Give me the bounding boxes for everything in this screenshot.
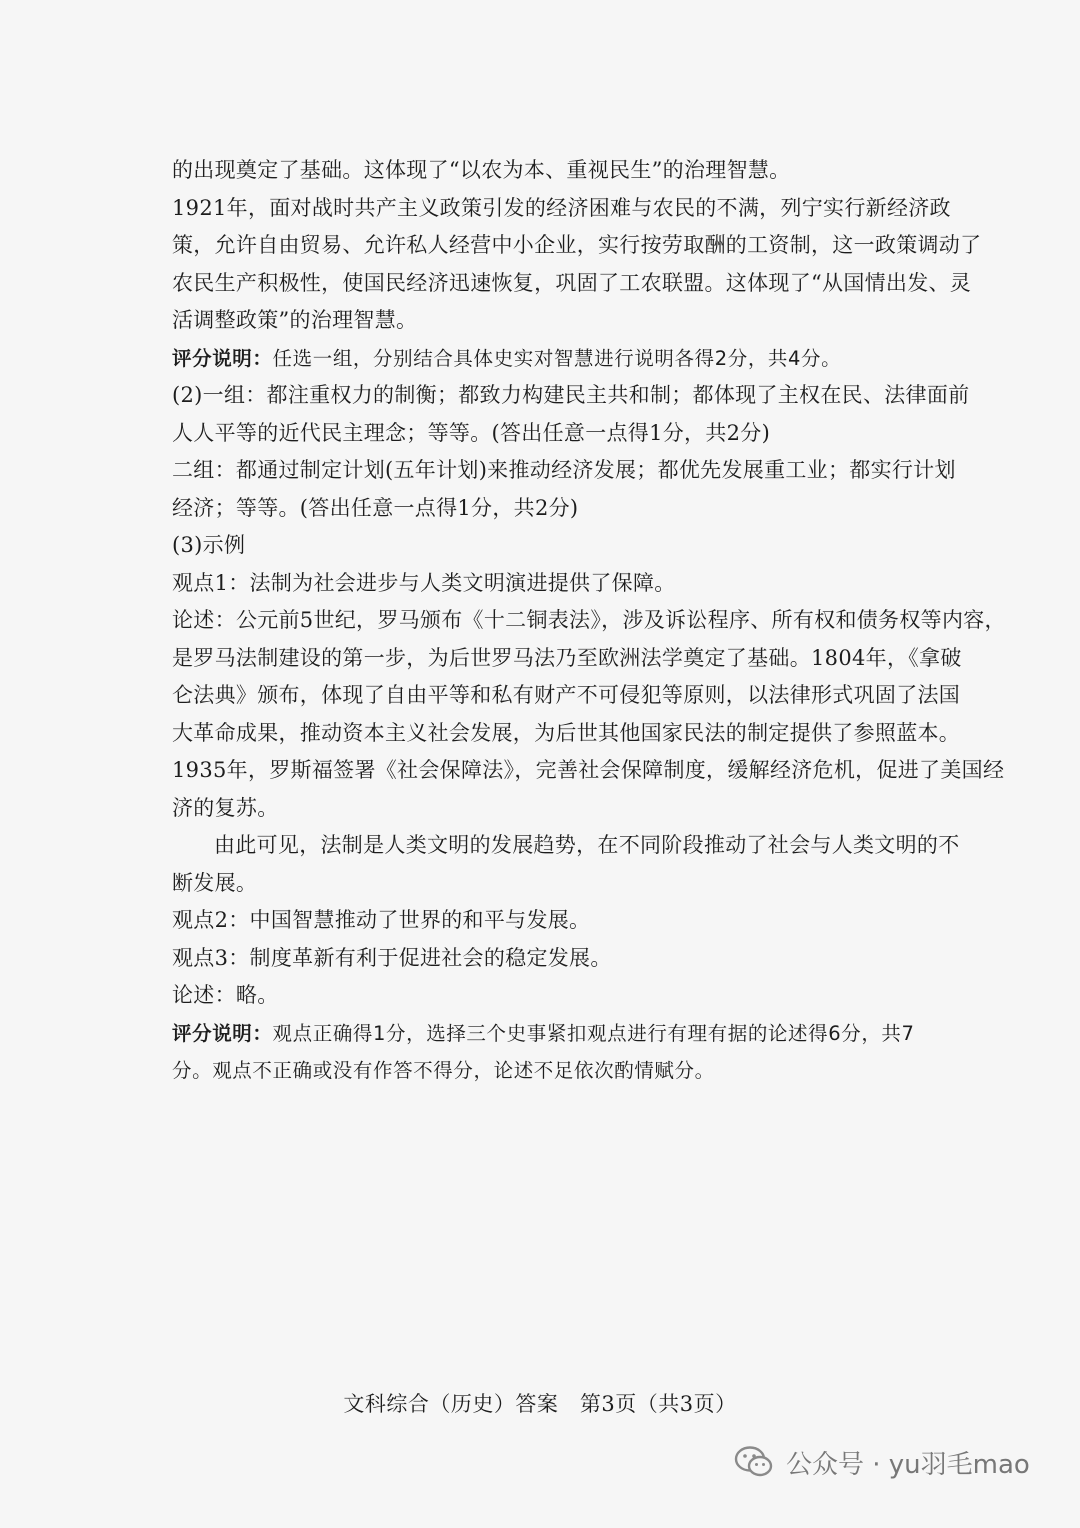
watermark bbox=[734, 1440, 1030, 1484]
answer-content bbox=[172, 152, 1006, 1090]
text-line: 断发展。 bbox=[172, 870, 258, 895]
text-line: 由此可见，法制是人类文明的发展趋势，在不同阶段推动了社会与人类文明的不 bbox=[214, 833, 960, 857]
text-line: 1935年，罗斯福签署《社会保障法》，完善社会保障制度，缓解经济危机，促进了美国经 bbox=[172, 758, 1005, 782]
text-line: 观点3：制度革新有利于促进社会的稳定发展。 bbox=[172, 945, 612, 970]
text-line: 1921年，面对战时共产主义政策引发的经济困难与农民的不满，列宁实行新经济政 bbox=[172, 195, 951, 220]
scoring-note-label: 评分说明： bbox=[172, 1021, 273, 1045]
page-footer: 文科综合（历史）答案 第3页（共3页） bbox=[343, 1392, 737, 1416]
text-line: 论述：公元前5世纪，罗马颁布《十二铜表法》，涉及诉讼程序、所有权和债务权等内容， bbox=[172, 608, 1006, 632]
text-line: 经济；等等。(答出任意一点得1分，共2分) bbox=[172, 495, 579, 520]
text-line: (2)一组：都注重权力的制衡；都致力构建民主共和制；都体现了主权在民、法律面前 bbox=[172, 383, 970, 407]
text-line: (3)示例 bbox=[172, 533, 246, 557]
wechat-icon bbox=[734, 1444, 774, 1480]
text-line: 论述：略。 bbox=[172, 983, 279, 1007]
watermark-text: 公众号 · yu羽毛mao bbox=[786, 1449, 1030, 1480]
text-line: 仑法典》颁布，体现了自由平等和私有财产不可侵犯等原则，以法律形式巩固了法国 bbox=[172, 683, 961, 707]
text-line: 观点1：法制为社会进步与人类文明演进提供了保障。 bbox=[172, 570, 676, 595]
text-line: 是罗马法制建设的第一步，为后世罗马法乃至欧洲法学奠定了基础。1804年，《拿破 bbox=[172, 645, 962, 670]
text-line: 分。观点不正确或没有作答不得分，论述不足依次酌情赋分。 bbox=[172, 1059, 715, 1082]
text-line: 二组：都通过制定计划(五年计划)来推动经济发展；都优先发展重工业；都实行计划 bbox=[172, 458, 956, 482]
text-line: 观点2：中国智慧推动了世界的和平与发展。 bbox=[172, 908, 591, 932]
scoring-note-2 bbox=[172, 1015, 952, 1053]
text-line: 济的复苏。 bbox=[172, 795, 279, 820]
text-line: 人人平等的近代民主理念；等等。(答出任意一点得1分，共2分) bbox=[172, 420, 771, 445]
scoring-note-text: 任选一组，分别结合具体史实对智慧进行说明各得2分，共4分。 bbox=[272, 346, 842, 370]
text-line: 策，允许自由贸易、允许私人经营中小企业，实行按劳取酬的工资制，这一政策调动了 bbox=[172, 233, 982, 257]
text-line: 活调整政策”的治理智慧。 bbox=[172, 308, 418, 332]
scoring-note-1 bbox=[172, 340, 952, 378]
scoring-note-label: 评分说明： bbox=[172, 346, 273, 370]
text-line: 的出现奠定了基础。这体现了“以农为本、重视民生”的治理智慧。 bbox=[172, 158, 791, 182]
text-line: 农民生产积极性，使国民经济迅速恢复，巩固了工农联盟。这体现了“从国情出发、灵 bbox=[172, 270, 972, 295]
scoring-note-text: 观点正确得1分，选择三个史事紧扣观点进行有理有据的论述得6分，共7 bbox=[272, 1021, 915, 1045]
text-line: 大革命成果，推动资本主义社会发展，为后世其他国家民法的制定提供了参照蓝本。 bbox=[172, 720, 961, 745]
